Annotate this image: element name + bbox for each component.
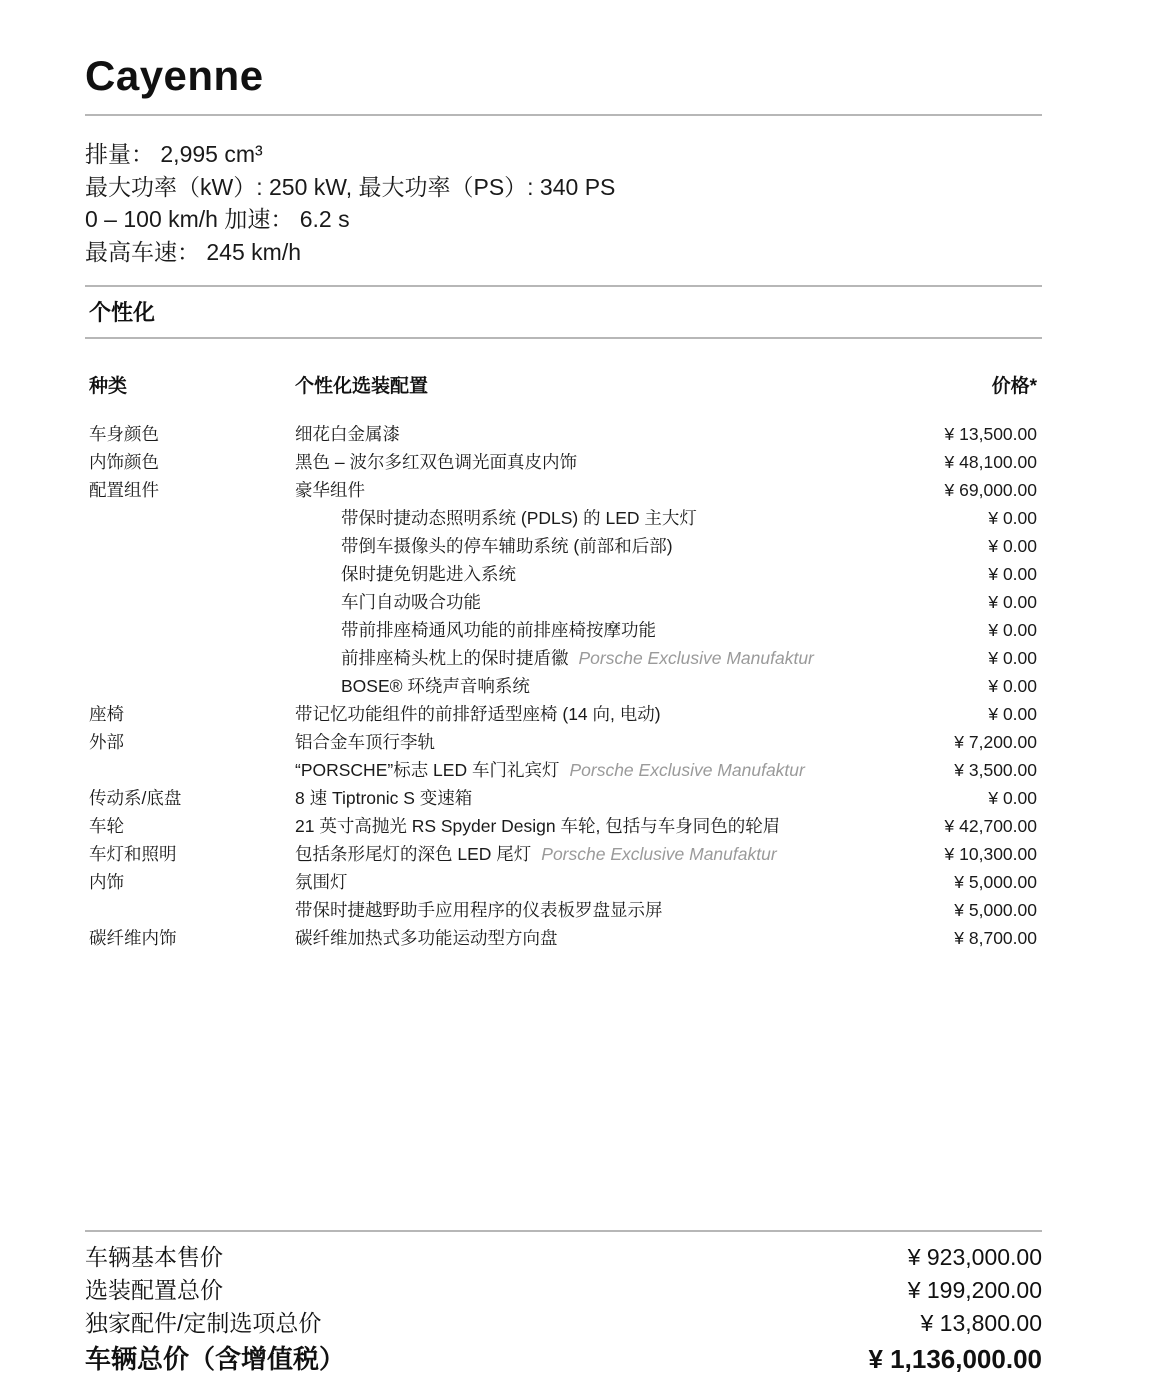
row-option-label: 氛围灯 [295, 872, 348, 892]
row-category: 车轮 [89, 816, 124, 836]
row-option [295, 868, 348, 896]
row-option-label: 带保时捷越野助手应用程序的仪表板罗盘显示屏 [295, 900, 663, 920]
row-category: 座椅 [89, 704, 124, 724]
row-price: ¥ 0.00 [988, 704, 1037, 724]
row-option-label: 带前排座椅通风功能的前排座椅按摩功能 [341, 620, 656, 640]
row-category: 碳纤维内饰 [89, 928, 177, 948]
spec-power: 最大功率（kW）: 250 kW, 最大功率（PS）: 340 PS [85, 173, 616, 200]
total-row-grand [85, 1341, 1042, 1377]
row-price: ¥ 5,000.00 [954, 872, 1037, 892]
spec-displacement: 排量： 2,995 cm³ [85, 141, 263, 167]
spec-top-speed: 最高车速： 245 km/h [85, 238, 301, 265]
row-price: ¥ 0.00 [988, 648, 1037, 668]
column-header-option: 个性化选装配置 [295, 376, 429, 397]
table-row [89, 784, 1037, 812]
total-value: ¥ 1,136,000.00 [868, 1344, 1042, 1374]
row-price: ¥ 8,700.00 [954, 928, 1037, 948]
table-row [89, 868, 1037, 896]
row-option-label: 碳纤维加热式多功能运动型方向盘 [295, 928, 558, 948]
row-option-label: 21 英寸高抛光 RS Spyder Design 车轮, 包括与车身同色的轮眉 [295, 816, 781, 836]
row-option-label: 带倒车摄像头的停车辅助系统 (前部和后部) [341, 536, 673, 556]
table-row [89, 924, 1037, 952]
table-row [89, 700, 1037, 728]
column-header-price: 价格* [991, 376, 1037, 397]
exclusive-manufaktur-tag: Porsche Exclusive Manufaktur [569, 760, 805, 780]
row-option-label: 带记忆功能组件的前排舒适型座椅 (14 向, 电动) [295, 704, 661, 724]
table-row [89, 420, 1037, 448]
table-row [89, 616, 1037, 644]
table-row [89, 728, 1037, 756]
row-price: ¥ 0.00 [988, 676, 1037, 696]
exclusive-manufaktur-tag: Porsche Exclusive Manufaktur [578, 648, 814, 668]
row-option [341, 588, 481, 616]
options-table [89, 420, 1037, 952]
row-option-label: 车门自动吸合功能 [341, 592, 481, 612]
row-option [295, 924, 558, 952]
spec-acceleration: 0 – 100 km/h 加速： 6.2 s [85, 206, 350, 232]
row-price: ¥ 0.00 [988, 536, 1037, 556]
row-option [341, 644, 814, 672]
row-price: ¥ 0.00 [988, 592, 1037, 612]
total-value: ¥ 923,000.00 [907, 1244, 1042, 1270]
row-option [341, 616, 656, 644]
row-option [295, 448, 577, 476]
row-price: ¥ 48,100.00 [944, 452, 1037, 472]
row-category: 外部 [89, 732, 124, 752]
totals-divider [85, 1230, 1042, 1232]
row-option [295, 896, 663, 924]
row-option-label: 豪华组件 [295, 480, 365, 500]
row-option [295, 840, 777, 868]
row-option [295, 784, 472, 812]
row-option-label: 包括条形尾灯的深色 LED 尾灯 [295, 844, 532, 864]
row-option [295, 700, 661, 728]
row-option [295, 476, 365, 504]
total-label: 选装配置总价 [85, 1277, 223, 1303]
row-price: ¥ 13,500.00 [944, 424, 1037, 444]
page-title: Cayenne [85, 52, 264, 99]
row-price: ¥ 69,000.00 [944, 480, 1037, 500]
row-price: ¥ 0.00 [988, 508, 1037, 528]
total-value: ¥ 199,200.00 [907, 1277, 1042, 1303]
row-option [341, 560, 516, 588]
row-category: 配置组件 [89, 480, 159, 500]
row-category: 车身颜色 [89, 424, 159, 444]
row-option-label: 8 速 Tiptronic S 变速箱 [295, 788, 473, 808]
row-category: 传动系/底盘 [89, 788, 182, 808]
row-option [295, 728, 435, 756]
row-option-label: 前排座椅头枕上的保时捷盾徽 [341, 648, 569, 668]
row-option-label: 细花白金属漆 [295, 424, 400, 444]
row-option [295, 420, 400, 448]
section-divider [85, 337, 1042, 339]
row-option [295, 756, 805, 784]
table-row [89, 756, 1037, 784]
row-option-label: 铝合金车顶行李轨 [295, 732, 435, 752]
table-row [89, 560, 1037, 588]
row-price: ¥ 3,500.00 [954, 760, 1037, 780]
exclusive-manufaktur-tag: Porsche Exclusive Manufaktur [541, 844, 777, 864]
row-option-label: 保时捷免钥匙进入系统 [341, 564, 516, 584]
row-price: ¥ 42,700.00 [944, 816, 1037, 836]
total-label: 独家配件/定制选项总价 [85, 1310, 322, 1336]
row-option [341, 504, 697, 532]
section-title: 个性化 [89, 300, 156, 325]
row-option-label: BOSE® 环绕声音响系统 [341, 676, 530, 696]
row-category: 内饰颜色 [89, 452, 159, 472]
table-row [89, 672, 1037, 700]
total-row-options [85, 1274, 1042, 1307]
column-header-category: 种类 [89, 376, 128, 397]
total-row-exclusive [85, 1307, 1042, 1340]
row-option-label: 带保时捷动态照明系统 (PDLS) 的 LED 主大灯 [341, 508, 697, 528]
totals [85, 1241, 1042, 1377]
row-price: ¥ 5,000.00 [954, 900, 1037, 920]
title-divider [85, 114, 1042, 116]
row-option [295, 812, 780, 840]
row-option-label: “PORSCHE”标志 LED 车门礼宾灯 [295, 760, 560, 780]
table-row [89, 448, 1037, 476]
specs-divider [85, 285, 1042, 287]
total-label: 车辆基本售价 [85, 1244, 223, 1270]
table-row [89, 504, 1037, 532]
table-row [89, 588, 1037, 616]
row-price: ¥ 0.00 [988, 564, 1037, 584]
total-value: ¥ 13,800.00 [920, 1310, 1042, 1336]
row-price: ¥ 10,300.00 [944, 844, 1037, 864]
table-row [89, 840, 1037, 868]
row-category: 车灯和照明 [89, 844, 177, 864]
table-row [89, 812, 1037, 840]
row-option [341, 672, 530, 700]
row-option-label: 黑色 – 波尔多红双色调光面真皮内饰 [295, 452, 577, 472]
row-price: ¥ 7,200.00 [954, 732, 1037, 752]
table-row [89, 476, 1037, 504]
spec-list [85, 138, 615, 268]
table-row [89, 532, 1037, 560]
row-price: ¥ 0.00 [988, 620, 1037, 640]
row-option [341, 532, 673, 560]
row-category: 内饰 [89, 872, 124, 892]
row-price: ¥ 0.00 [988, 788, 1037, 808]
total-label: 车辆总价（含增值税） [85, 1344, 346, 1374]
total-row-base [85, 1241, 1042, 1274]
table-row [89, 644, 1037, 672]
table-row [89, 896, 1037, 924]
